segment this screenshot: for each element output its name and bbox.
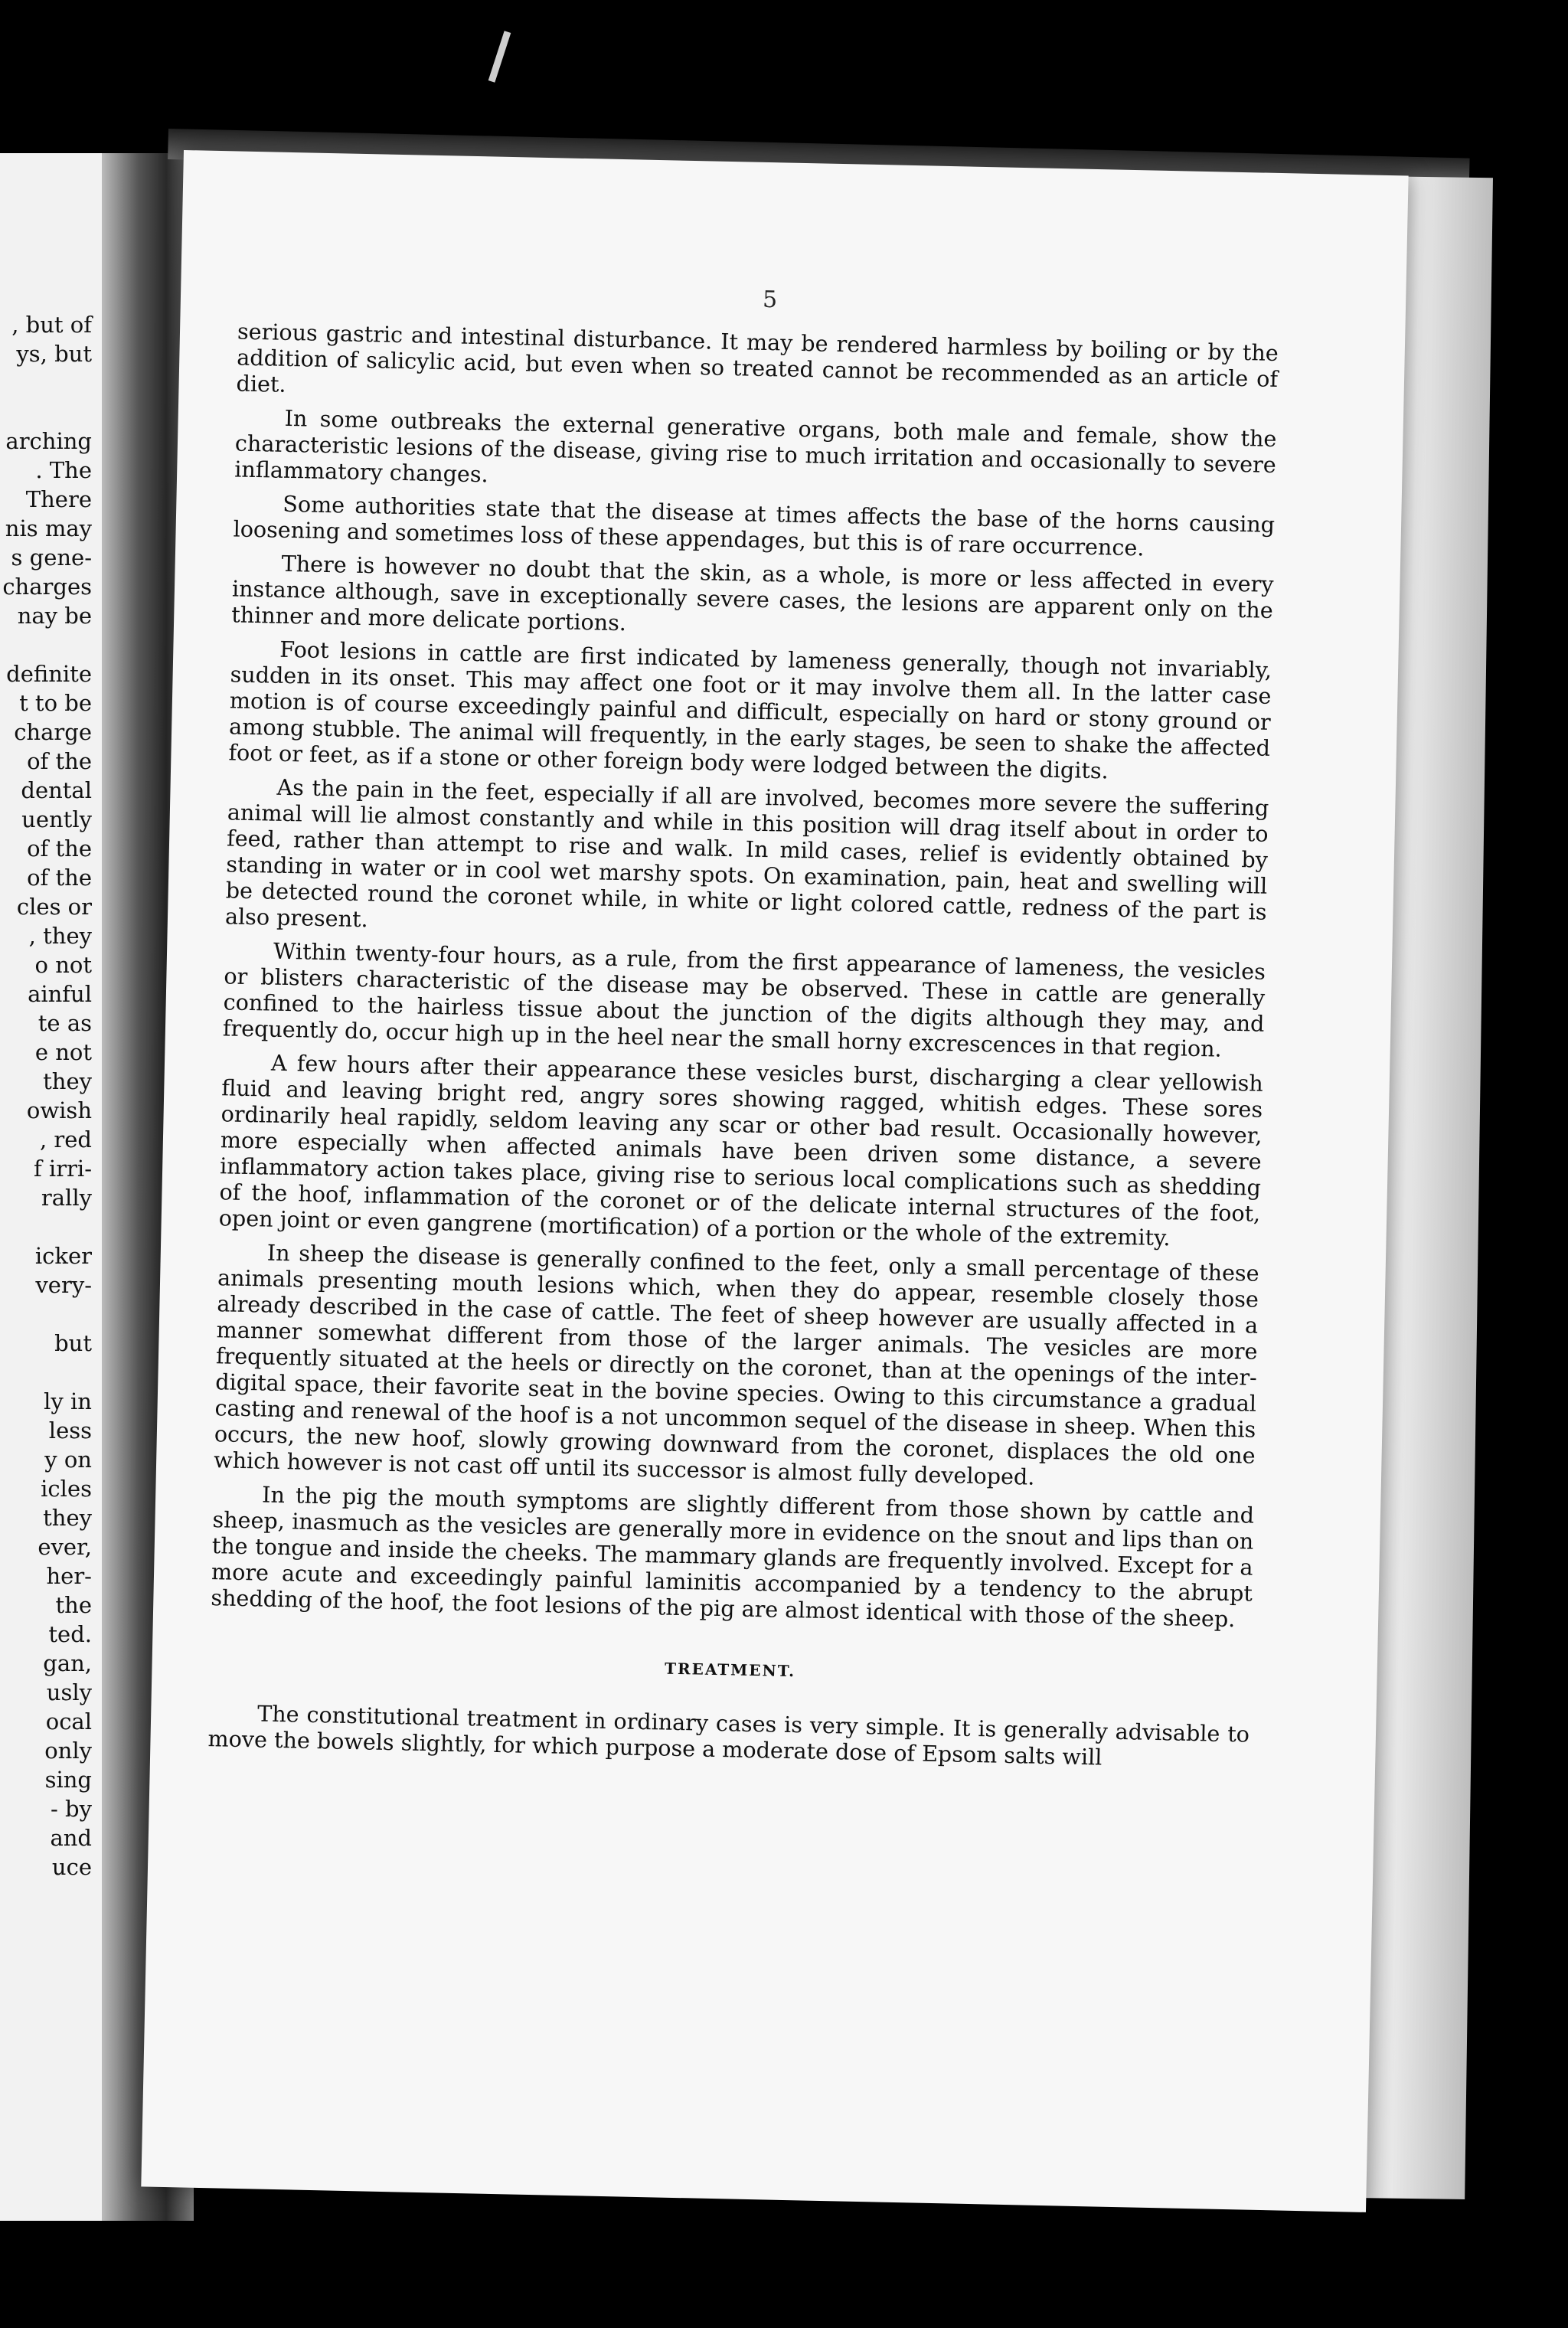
left-fragment-line: and (50, 1825, 92, 1851)
paragraph-8: A few hours after their appearance these vesicles burst, discharging a clear yellowish fluid and leaving bright red, angry sores showing ragged, whitish edges. These sores ordinarily heal rapidly, seldom leaving any scar or other bad result. Occasionally however, more especially when affected animals have been driven some distance, a severe inflammatory action takes place, giving rise to serious local complications such as shedding of the hoof, inflammation of the coronet or of the delicate internal structures of the foot, open joint or even gangrene (mortification) of a portion or the whole of the extremity. (218, 1049, 1264, 1251)
left-fragment-line: of the (27, 865, 92, 891)
left-fragment-line: , red (39, 1126, 92, 1153)
left-fragment-line: uce (51, 1854, 92, 1880)
left-fragment-line: icles (41, 1476, 92, 1502)
left-fragment-line (0, 1300, 92, 1329)
left-fragment-line: definite (6, 661, 92, 687)
left-fragment-line: ted. (48, 1621, 92, 1647)
paragraph-1: serious gastric and intestinal disturbance. It may be rendered harmless by boiling or by the addition of salicylic acid, but even when so treated cannot be recommended as an article of diet. (236, 318, 1279, 397)
paragraph-9: In sheep the disease is generally confined to the feet, only a small percentage of these animals presenting mouth lesions which, when they do appear, resemble closely those already described in the case of cattle. The feet of sheep however are usually affected in a manner somewhat different from those of the larger animals. The vesicles are more frequently situated at the heels or directly on the coronet, than at the openings of the inter-digital space, their favorite seat in the bovine species. Owing to this circumstance a gradual casting and renewal of the hoof is a not uncommon sequel of the disease in sheep. When this occurs, the new hoof, slowly growing downward from the coronet, displaces the old one which however is not cast off until its successor is almost fully developed. (213, 1239, 1259, 1490)
left-fragment-line: rally (41, 1185, 92, 1211)
left-fragment-line: y on (44, 1447, 92, 1473)
left-fragment-line: e not (34, 1039, 92, 1065)
left-fragment-line: usly (46, 1679, 92, 1705)
left-fragment-line (0, 1212, 92, 1241)
left-fragment-line: arching (5, 428, 92, 454)
page-body-text (207, 319, 1279, 1781)
left-fragment-line: , but of (11, 312, 92, 338)
left-fragment-line: only (44, 1738, 92, 1764)
paragraph-treatment: The constitutional treatment in ordinary cases is very simple. It is generally advisable to move the bowels slightly, for which purpose a moderate dose of Epsom salts will (207, 1700, 1250, 1771)
left-fragment-line: nis may (5, 515, 92, 541)
left-fragment-line: they (43, 1068, 92, 1094)
paragraph-5: Foot lesions in cattle are first indicated by lameness generally, though not invariably, sudden in its onset. This may affect one foot or it may involve them all. In the latter case motion is of course exceedingly painful and difficult, especially on hard or stony ground or among stubble. The animal will frequently, in the early stages, be seen to shake the affected foot or feet, as if a stone or other foreign body were lodged between the digits. (228, 636, 1272, 784)
left-fragment-line: t to be (19, 690, 92, 716)
left-fragment-line: f irri- (33, 1156, 92, 1182)
left-fragment-line: charges (2, 574, 92, 600)
left-fragment-line: gan, (43, 1650, 92, 1676)
left-fragment-line: - by (51, 1796, 92, 1822)
left-fragment-line: less (48, 1417, 92, 1444)
left-fragment-line: ocal (45, 1708, 92, 1735)
left-page-text-fragments (0, 310, 92, 1882)
right-page (141, 150, 1408, 2212)
left-fragment-line: sing (44, 1767, 92, 1793)
left-fragment-line: o not (34, 952, 92, 978)
left-fragment-line: charge (14, 719, 92, 745)
left-fragment-line: of the (27, 835, 92, 862)
paragraph-6: As the pain in the feet, especially if all are involved, becomes more severe the suffering animal will lie almost constantly and while in this position will drag itself about in order to feed, rather than attempt to rise and walk. In mild cases, relief is evidently obtained by standing in water or in cool wet marshy spots. On examination, pain, heat and swelling will be detected round the coronet while, in white or light colored cattle, redness of the part is also present. (224, 773, 1269, 933)
left-fragment-line: te as (38, 1010, 92, 1036)
left-fragment-line: uently (21, 806, 92, 832)
left-fragment-line (0, 630, 92, 659)
paragraph-10: In the pig the mouth symptoms are slightly different from those shown by cattle and sheep, inasmuch as the vesicles are generally more in evidence on the snout and lips than on the tongue and inside the cheeks. The mammary glands are frequently involved. Except for a more acute and exceedingly painful laminitis accompanied by a tendency to the abrupt shedding of the hoof, the foot lesions of the pig are almost identical with those of the sheep. (211, 1481, 1255, 1633)
left-fragment-line: very- (35, 1272, 92, 1298)
paragraph-3: Some authorities state that the disease at times affects the base of the horns causing loosening and sometimes loss of these appendages, but this is of rare occurrence. (233, 490, 1276, 561)
paragraph-2: In some outbreaks the external generative organs, both male and female, show the characteristic lesions of the disease, giving rise to much irritation and occasionally to severe inflammatory changes. (234, 404, 1277, 488)
left-fragment-line: . The (35, 457, 92, 483)
left-fragment-line: dental (21, 777, 92, 803)
left-fragment-line: , they (28, 923, 92, 949)
left-fragment-line (0, 397, 92, 427)
left-fragment-line: ly in (44, 1388, 92, 1414)
left-fragment-line (0, 1358, 92, 1387)
left-fragment-line: nay be (17, 603, 92, 629)
left-fragment-line: cles or (16, 894, 92, 920)
left-fragment-line: icker (34, 1243, 92, 1269)
paragraph-7: Within twenty-four hours, as a rule, from the first appearance of lameness, the vesicles or blisters characteristic of the disease may be observed. These in cattle are generally confined to the hairless tissue about the junction of the digits although they may, and frequently do, occur high up in the heel near the small horny excrescences in that region. (222, 937, 1266, 1062)
left-fragment-line: her- (46, 1563, 92, 1589)
left-fragment-line: s gene- (11, 544, 92, 571)
left-fragment-line: owish (26, 1097, 92, 1123)
left-fragment-line: There (25, 486, 92, 512)
left-fragment-line: but (54, 1330, 92, 1356)
left-fragment-line: ainful (28, 981, 92, 1007)
left-fragment-line (0, 368, 92, 397)
left-fragment-line: of the (27, 748, 92, 774)
left-fragment-line: ever, (38, 1534, 92, 1560)
section-heading-treatment: TREATMENT. (664, 1659, 796, 1681)
left-fragment-line: the (55, 1592, 92, 1618)
left-fragment-line: they (43, 1505, 92, 1531)
left-fragment-line: ys, but (16, 341, 92, 367)
paragraph-4: There is however no doubt that the skin, as a whole, is more or less affected in every instance although, save in exceptionally severe cases, the lesions are apparent only on the thinner and more delicate portions. (230, 550, 1274, 636)
scan-artifact-mark (488, 31, 511, 82)
page-number: 5 (762, 286, 778, 314)
